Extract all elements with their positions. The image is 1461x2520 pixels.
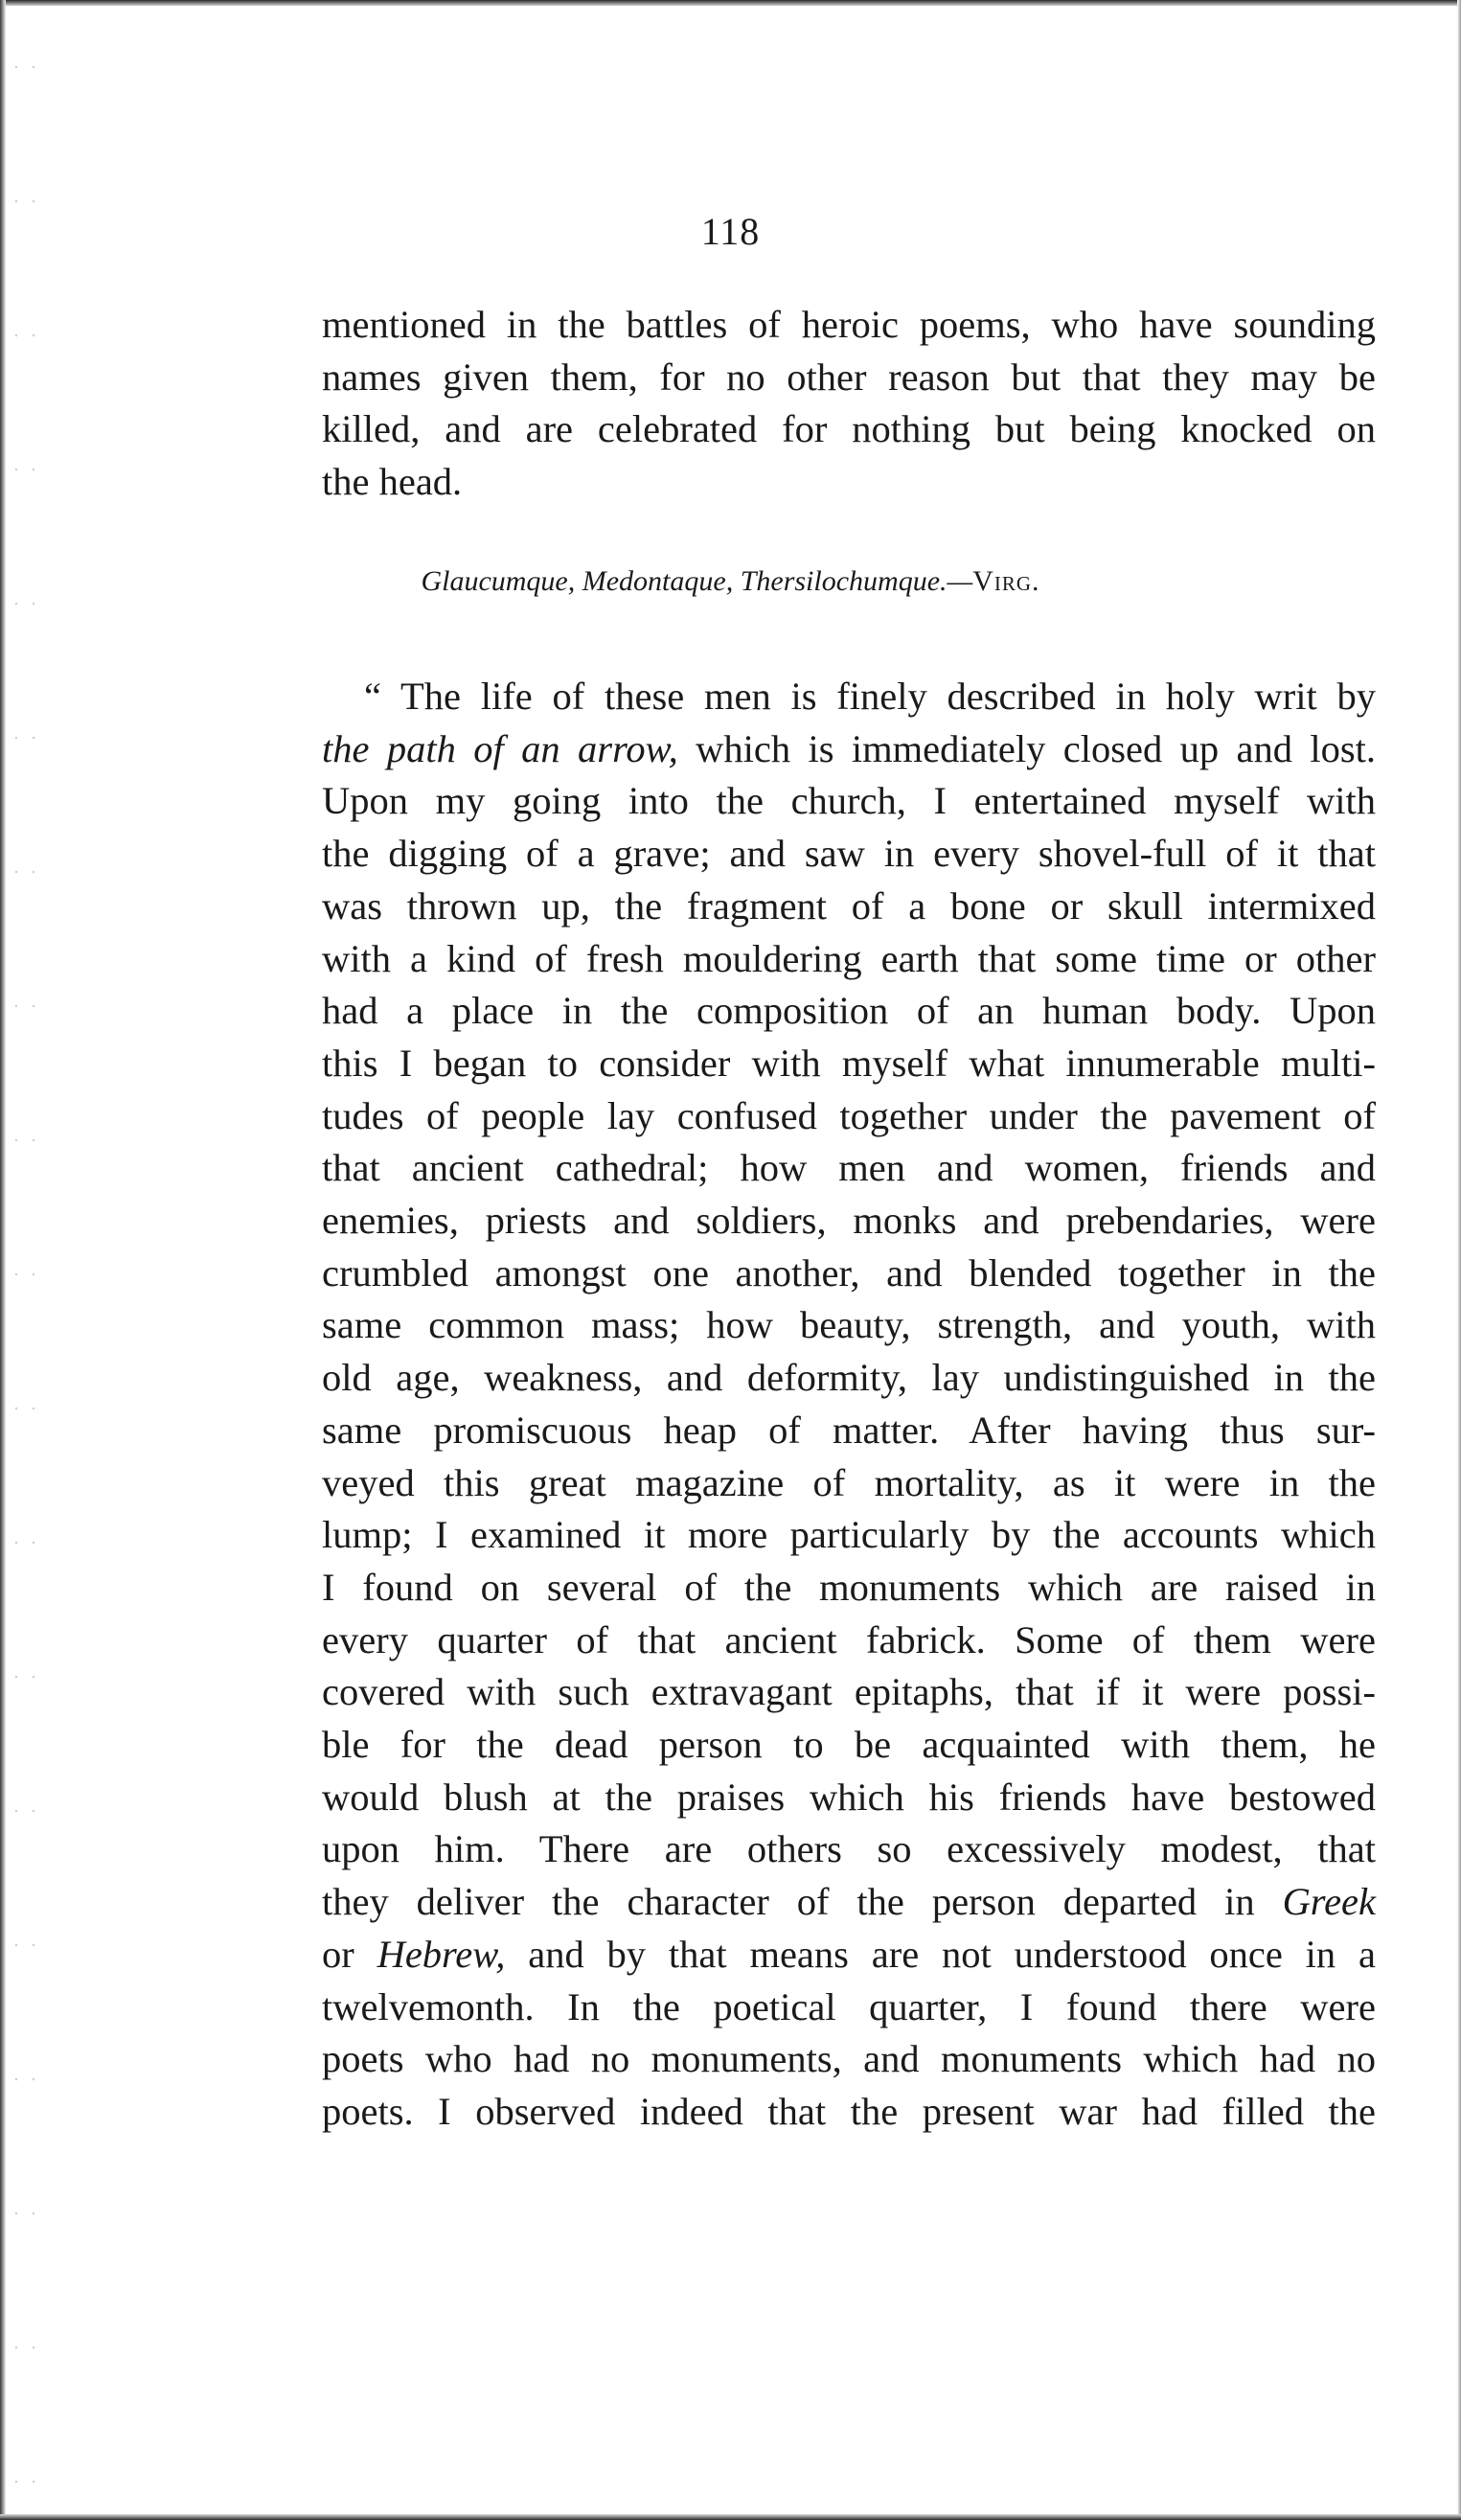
text-line: same promiscuous heap of matter. After having thus sur- [322,1408,1376,1452]
text-line: the head. [322,460,463,504]
text-line: Upon my going into the church, I entertained myself with [322,779,1376,823]
text-line: same common mass; how beauty, strength, and youth, with [322,1303,1376,1347]
italic-phrase: the path of an arrow, [322,726,678,770]
paragraph-main [322,671,1376,2139]
epigraph-author: Virg. [972,565,1040,597]
text-fragment: they deliver the character of the person departed in [322,1880,1283,1924]
text-line: would blush at the praises which his friends have bestowed [322,1775,1376,1819]
text-line: upon him. There are others so excessively modest, that [322,1827,1376,1871]
text-line: enemies, priests and soldiers, monks and prebendaries, were [322,1199,1376,1243]
page-bottom-edge [0,2514,1461,2520]
text-line [322,1929,1376,1982]
page-number: 118 [700,210,761,253]
text-line: I found on several of the monuments which are raised in [322,1565,1376,1609]
page-left-edge [0,0,6,2520]
text-line: “ The life of these men is finely described in holy writ by [364,675,1376,718]
text-fragment: which is immediately closed up and lost. [677,726,1376,770]
italic-word: Greek [1282,1880,1376,1924]
text-line: lump; I examined it more particularly by the accounts which [322,1513,1376,1557]
paper-specks [8,0,36,2520]
text-fragment: and by that means are not understood once in a [505,1932,1376,1976]
text-line: poets. I observed indeed that the present war had filled the [322,2089,1376,2133]
text-line: was thrown up, the fragment of a bone or skull intermixed [322,883,1376,928]
text-line [322,723,1376,776]
text-line: tudes of people lay confused together under the pavement of [322,1093,1376,1137]
epigraph-text: Glaucumque, Medontaque, Thersilochumque.— [421,565,973,597]
text-line: ble for the dead person to be acquainted with them, he [322,1723,1376,1767]
text-line: killed, and are celebrated for nothing but being knocked on [322,407,1376,451]
epigraph [0,565,1461,598]
text-line: with a kind of fresh mouldering earth that some time or other [322,936,1376,980]
page-right-edge [1457,0,1461,2520]
text-line: the digging of a grave; and saw in every shovel-full of it that [322,832,1376,876]
text-line: old age, weakness, and deformity, lay undistinguished in the [322,1356,1376,1400]
text-line: had a place in the composition of an human body. Upon [322,989,1376,1033]
text-line: covered with such extravagant epitaphs, that if it were possi- [322,1670,1376,1714]
text-line: twelvemonth. In the poetical quarter, I found there were [322,1984,1376,2028]
text-line: crumbled amongst one another, and blended together in the [322,1250,1376,1294]
text-fragment: or [322,1932,377,1976]
text-line: that ancient cathedral; how men and women, friends and [322,1146,1376,1190]
italic-word: Hebrew, [377,1932,506,1976]
text-line: this I began to consider with myself what innumerable multi- [322,1041,1376,1085]
text-line: every quarter of that ancient fabrick. Some of them were [322,1617,1376,1661]
paragraph-continued [322,299,1376,509]
text-line: mentioned in the battles of heroic poems, who have sounding [322,303,1376,346]
text-line: poets who had no monuments, and monuments which had no [322,2037,1376,2081]
text-line: veyed this great magazine of mortality, as it were in the [322,1460,1376,1504]
page-top-edge [0,0,1461,6]
text-line: names given them, for no other reason but that they may be [322,355,1376,399]
text-line [322,1876,1376,1929]
